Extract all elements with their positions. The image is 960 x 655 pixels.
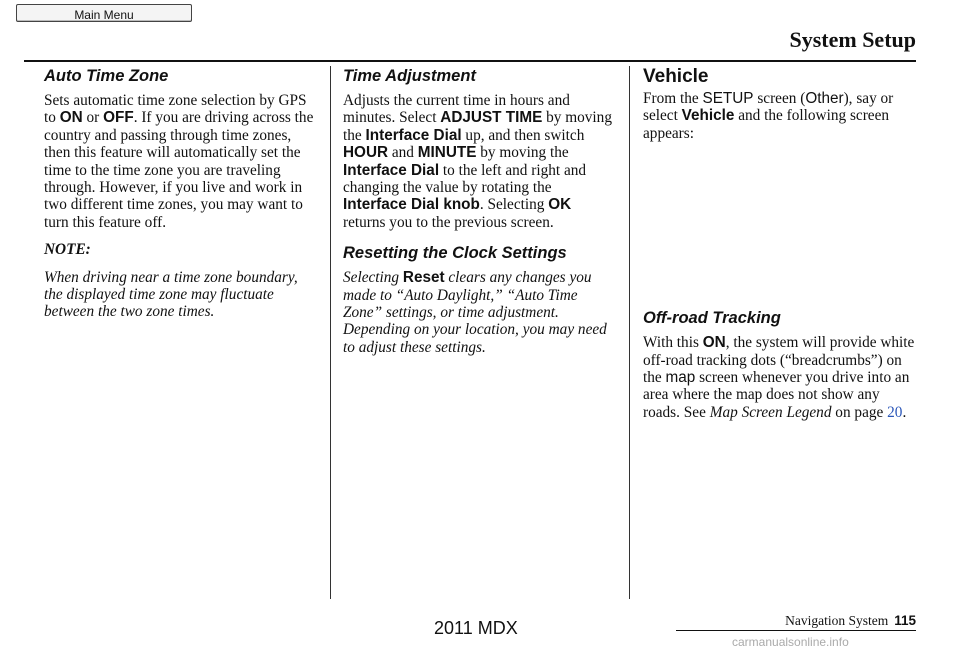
auto-time-zone-section	[44, 66, 316, 331]
time-adjustment-description: Adjusts the current time in hours and minutes. Select ADJUST TIME by moving the Interface Dial up, and then switch HOUR and MINUTE by moving the Interface Dial to the left and right and changing the value by rotating the Interface Dial knob. Selecting OK returns you to the previous screen.	[343, 92, 612, 231]
footer-section-name: Navigation System	[785, 613, 889, 628]
column-divider-1	[330, 66, 331, 599]
vehicle-section	[643, 66, 915, 431]
time-adjustment-heading: Time Adjustment	[343, 67, 476, 85]
note-label: NOTE:	[44, 241, 91, 259]
off-keyword: OFF	[103, 109, 134, 127]
footer-page-label	[785, 613, 916, 629]
vehicle-description: From the SETUP screen (Other), say or select Vehicle and the following screen appears:	[643, 90, 894, 142]
column-divider-2	[629, 66, 630, 599]
header-rule	[24, 60, 916, 62]
page-title: System Setup	[789, 27, 916, 52]
main-menu-button[interactable]: Main Menu	[16, 4, 192, 22]
resetting-clock-heading: Resetting the Clock Settings	[343, 244, 567, 263]
on-keyword: ON	[59, 109, 83, 127]
auto-time-zone-description: Sets automatic time zone selection by GPS to ON or OFF. If you are driving across the country and passing through time zones, then this feature will automatically set the time to the time zone you are traveling through. However, if you live and work in two different time zones, you may want to turn this feature off.	[44, 92, 314, 231]
page-number: 115	[894, 613, 916, 628]
off-road-tracking-description: With this ON, the system will provide white off-road tracking dots (“breadcrumbs”) on the map screen whenever you drive into an area where the map does not show any roads. See Map Screen Legend on page 20.	[643, 334, 915, 421]
page-20-link[interactable]: 20	[887, 403, 903, 421]
resetting-clock-description: Selecting Reset clears any changes you made to “Auto Daylight,” “Auto Time Zone” settings, or time adjustment. Depending on your location, you may need to adjust these settings.	[343, 269, 607, 356]
footer-rule	[676, 630, 916, 631]
time-adjustment-section	[343, 66, 615, 366]
footer-model: 2011 MDX	[434, 618, 518, 638]
off-road-tracking-heading: Off-road Tracking	[643, 309, 781, 328]
screen-image-placeholder	[643, 152, 915, 308]
vehicle-heading: Vehicle	[643, 66, 709, 87]
auto-time-zone-heading: Auto Time Zone	[44, 67, 169, 85]
watermark: carmanualsonline.info	[732, 635, 849, 649]
note-text: When driving near a time zone boundary, the displayed time zone may fluctuate between the two zone times.	[44, 268, 298, 321]
